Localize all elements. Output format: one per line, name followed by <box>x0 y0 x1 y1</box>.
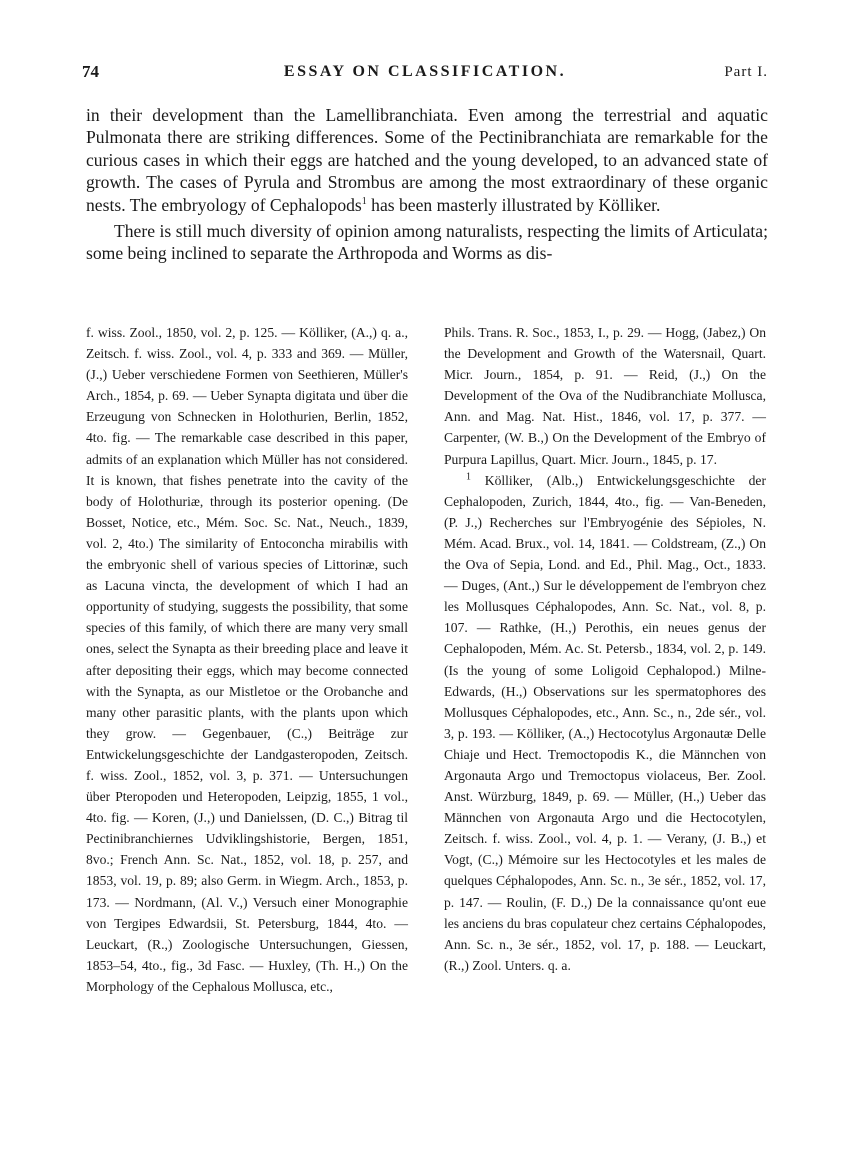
main-paragraph-1 <box>86 104 768 216</box>
main-text <box>86 104 768 265</box>
paragraph-text-tail: has been masterly illustrated by Kölliker. <box>366 194 661 215</box>
page-header <box>82 62 768 84</box>
footnote-column-left <box>86 322 408 997</box>
footnote-marker: 1 <box>361 195 367 207</box>
running-title: ESSAY ON CLASSIFICATION. <box>283 63 567 80</box>
footnote-marker: 1 <box>466 471 471 483</box>
part-label: Part I. <box>724 64 768 80</box>
page-number: 74 <box>82 62 99 81</box>
footnote-continuation: Phils. Trans. R. Soc., 1853, I., p. 29. — Hogg, (Jabez,) On the Development and Growth of the Watersnail, Quart. Micr. Journ., 1854, p. 91. — Reid, (J.,) On the Development of the Ova of the Nudibranchiate Mollusca, Ann. and Mag. Nat. Hist., 1846, vol. 17, p. 377. — Carpenter, (W. B.,) On the Development of the Embryo of Purpura Lapillus, Quart. Micr. Journ., 1845, p. 17. <box>444 325 766 467</box>
main-paragraph-2: There is still much diversity of opinion among naturalists, respecting the limits of Articulata; some being inclined to separate the Arthropoda and Worms as dis- <box>86 221 768 264</box>
footnote-1 <box>444 470 766 976</box>
paragraph-text: in their development than the Lamellibranchiata. Even among the terrestrial and aquatic Pulmonata there are striking differences. Some of the Pectinibranchiata are remarkable for the curious cases in which their eggs are hatched and the young developed, to an advanced state of growth. The cases of Pyrula and Strombus are among the most extraordinary of these organic nests. The embryology of Cephalopods <box>86 105 768 215</box>
footnote-text: Kölliker, (Alb.,) Entwickelungsgeschichte der Cephalopoden, Zurich, 1844, 4to., fig. — Van-Beneden, (P. J.,) Recherches sur l'Embryogénie des Sépioles, N. Mém. Acad. Brux., vol. 14, 1841. — Coldstream, (Z.,) On the Ova of Sepia, Lond. and Ed., Phil. Mag., Oct., 1833. — Duges, (Ant.,) Sur le développement de l'embryon chez les Mollusques Céphalopodes, Ann. Sc. Nat., vol. 8, p. 107. — Rathke, (H.,) Perothis, ein neues genus der Cephalopoden, Mém. Ac. St. Petersb., 1834, vol. 2, p. 149. (Is the young of some Loligoid Cephalopod.) Milne-Edwards, (H.,) Observations sur les spermatophores des Mollusques Céphalopodes, etc., Ann. Sc., n., 2de sér., vol. 3, p. 193. — Kölliker, (A.,) Hectocotylus Argonautæ Delle Chiaje und Hect. Tremoctopodis K., die Männchen von Argonauta Argo und Tremoctopus violaceus, Ber. Zool. Anst. Würzburg, 1849, p. 69. — Müller, (H.,) Ueber das Männchen von Argonauta Argo und die Hectocotylen, Zeitsch. f. wiss. Zool., vol. 4, p. 1. — Verany, (J. B.,) et Vogt, (C.,) Mémoire sur les Hectocotyles et les males de quelques Céphalopodes, Ann. Sc. n., 3e sér., 1852, vol. 17, p. 147. — Roulin, (F. D.,) De la connaissance qu'ont eue les anciens du bras copulateur chez certains Céphalopodes, Ann. Sc. n., 3e sér., 1852, vol. 17, p. 188. — Leuckart, (R.,) Zool. Unters. q. a. <box>444 472 766 973</box>
footnote-column-right <box>444 322 766 976</box>
footnote-continuation: f. wiss. Zool., 1850, vol. 2, p. 125. — Kölliker, (A.,) q. a., Zeitsch. f. wiss. Zool., vol. 4, p. 333 and 369. — Müller, (J.,) Ueber verschiedene Formen von Seethieren, Müller's Arch., 1854, p. 69. — Ueber Synapta digitata und über die Erzeugung von Schnecken in Holothurien, Berlin, 1852, 4to. fig. — The remarkable case described in this paper, admits of an explanation which Müller has not considered. It is known, that fishes penetrate into the cavity of the body of Holothuriæ, through its posterior opening. (De Bosset, Notice, etc., Mém. Soc. Sc. Nat., Neuch., 1839, vol. 2, 4to.) The similarity of Entoconcha mirabilis with the embryonic shell of various species of Littorinæ, such as Lacuna vincta, the development of which I had an opportunity of studying, suggests the possibility, that some species of this family, of which there are many very small ones, select the Synapta as their breeding place and leave it after depositing their eggs, which may become connected with the Synapta, as our Mistletoe or the Orobanche and many other parasitic plants, with the plants upon which they grow. — Gegenbauer, (C.,) Beiträge zur Entwickelungsgeschichte der Landgasteropoden, Zeitsch. f. wiss. Zool., 1852, vol. 3, p. 371. — Untersuchungen über Pteropoden und Heteropoden, Leipzig, 1855, 1 vol., 4to. fig. — Koren, (J.,) und Danielssen, (D. C.,) Bitrag til Pectinibranchiernes Udviklingshistorie, Bergen, 1851, 8vo.; French Ann. Sc. Nat., 1852, vol. 18, p. 257, and 1853, vol. 19, p. 89; also Germ. in Wiegm. Arch., 1853, p. 173. — Nordmann, (Al. V.,) Versuch einer Monographie von Tergipes Edwardsii, St. Petersburg, 1844, 4to. — Leuckart, (R.,) Zoologische Untersuchungen, Giessen, 1853–54, 4to., fig., 3d Fasc. — Huxley, (Th. H.,) On the Morphology of the Cephalous Mollusca, etc., <box>86 325 408 994</box>
